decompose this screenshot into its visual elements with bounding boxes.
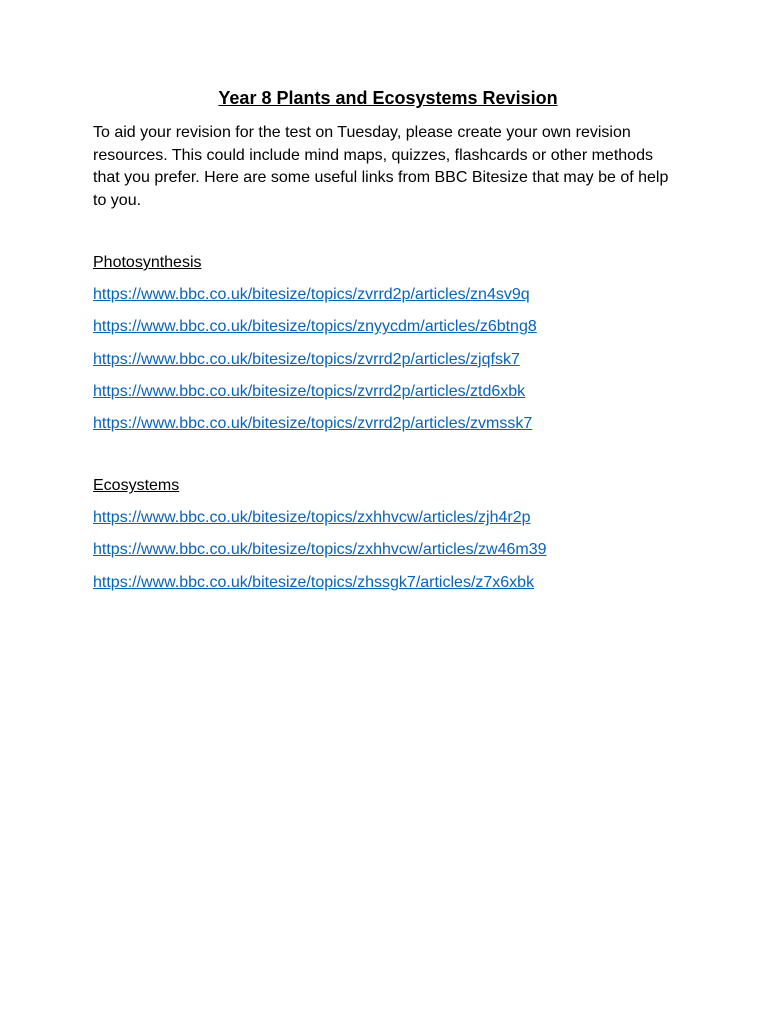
link-list-ecosystems — [93, 507, 683, 594]
list-item — [93, 316, 683, 338]
bitesize-link[interactable]: https://www.bbc.co.uk/bitesize/topics/znyycdm/articles/z6btng8 — [93, 318, 537, 336]
list-item — [93, 284, 683, 306]
list-item — [93, 539, 683, 561]
section-heading-photosynthesis: Photosynthesis — [93, 254, 202, 271]
list-item — [93, 507, 683, 529]
bitesize-link[interactable]: https://www.bbc.co.uk/bitesize/topics/zxhhvcw/articles/zjh4r2p — [93, 509, 531, 527]
link-list-photosynthesis — [93, 284, 683, 435]
list-item — [93, 572, 683, 594]
section-photosynthesis — [93, 252, 683, 435]
page-title: Year 8 Plants and Ecosystems Revision — [218, 88, 558, 108]
bitesize-link[interactable]: https://www.bbc.co.uk/bitesize/topics/zvrrd2p/articles/ztd6xbk — [93, 382, 526, 400]
bitesize-link[interactable]: https://www.bbc.co.uk/bitesize/topics/zxhhvcw/articles/zw46m39 — [93, 541, 547, 559]
bitesize-link[interactable]: https://www.bbc.co.uk/bitesize/topics/zvrrd2p/articles/zn4sv9q — [93, 286, 530, 303]
section-ecosystems — [93, 475, 683, 594]
section-heading-ecosystems: Ecosystems — [93, 477, 180, 495]
intro-paragraph: To aid your revision for the test on Tuesday, please create your own revision resources. This could include mind maps, quizzes, flashcards or other methods that you prefer. Here are some useful links from BBC Bitesize that may be of help to you. — [93, 124, 669, 209]
list-item — [93, 413, 683, 435]
list-item — [93, 381, 683, 403]
bitesize-link[interactable]: https://www.bbc.co.uk/bitesize/topics/zvrrd2p/articles/zvmssk7 — [93, 415, 533, 433]
document-body — [93, 86, 683, 604]
list-item — [93, 349, 683, 371]
bitesize-link[interactable]: https://www.bbc.co.uk/bitesize/topics/zhssgk7/articles/z7x6xbk — [93, 573, 535, 591]
bitesize-link[interactable]: https://www.bbc.co.uk/bitesize/topics/zvrrd2p/articles/zjqfsk7 — [93, 350, 520, 368]
